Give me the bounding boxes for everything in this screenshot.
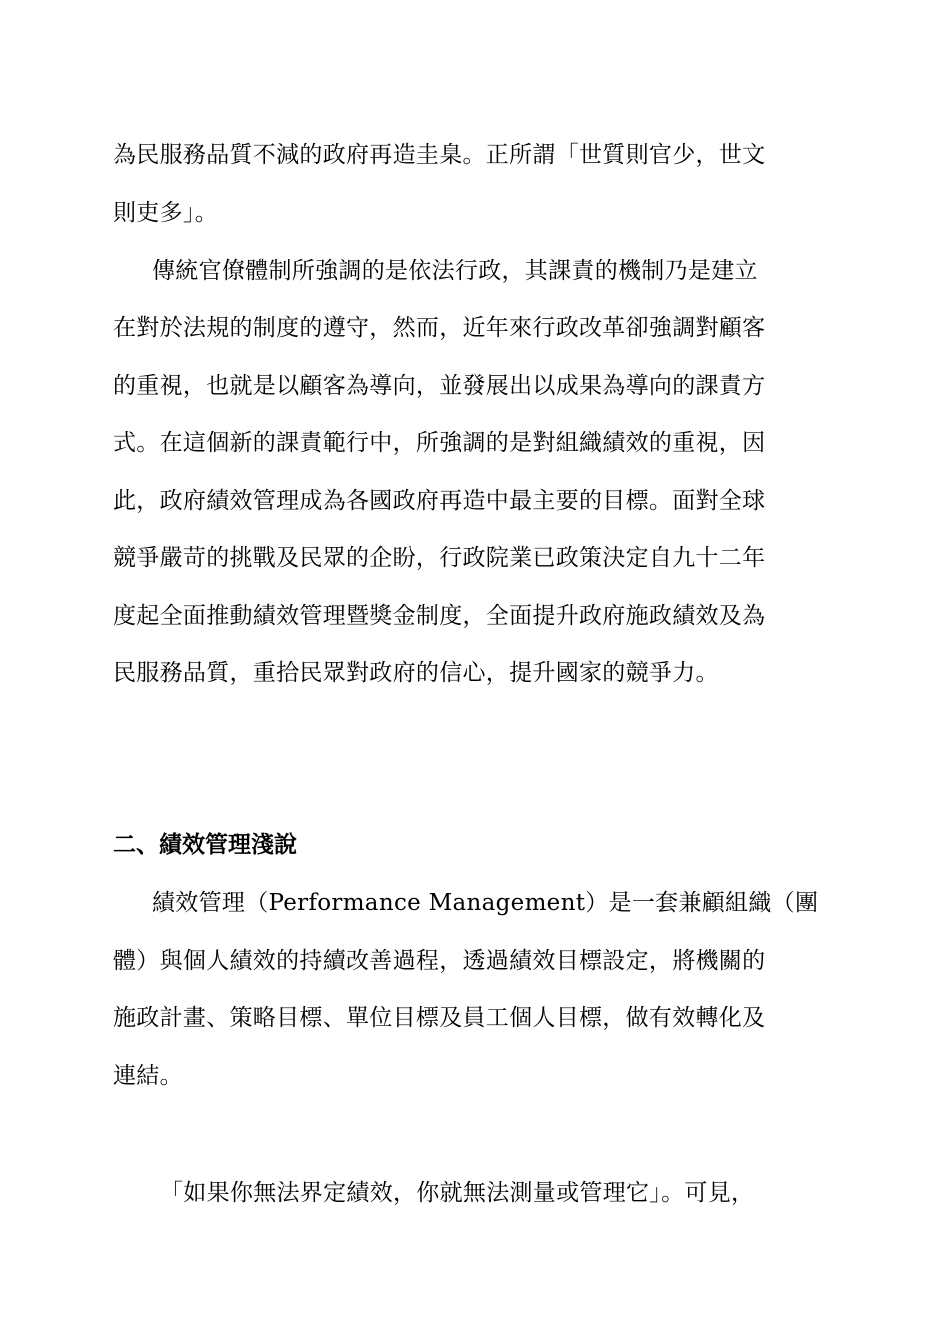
paragraph-definition-line-4: 連結。 — [113, 1063, 183, 1089]
section-heading: 二、績效管理淺說 — [113, 831, 297, 858]
paragraph-quote-line-1: 「如果你無法界定績效，你就無法測量或管理它」。可見， — [160, 1180, 755, 1206]
paragraph-definition-line-2: 體）與個人績效的持續改善過程，透過績效目標設定，將機關的 — [113, 948, 766, 974]
paragraph-accountability-line-8: 民服務品質，重拾民眾對政府的信心，提升國家的競爭力。 — [113, 660, 719, 686]
paragraph-accountability-line-2: 在對於法規的制度的遵守，然而，近年來行政改革卻強調對顧客 — [113, 315, 766, 341]
paragraph-definition-line-3: 施政計畫、策略目標、單位目標及員工個人目標，做有效轉化及 — [113, 1005, 766, 1031]
paragraph-continued-line-2: 則吏多」。 — [113, 200, 218, 226]
paragraph-accountability-line-5: 此，政府績效管理成為各國政府再造中最主要的目標。面對全球 — [113, 488, 766, 514]
paragraph-accountability-line-6: 競爭嚴苛的挑戰及民眾的企盼，行政院業已政策決定自九十二年 — [113, 545, 766, 571]
paragraph-definition-line-1: 績效管理（Performance Management）是一套兼顧組織（團 — [152, 890, 819, 916]
paragraph-accountability-line-3: 的重視，也就是以顧客為導向，並發展出以成果為導向的課責方 — [113, 373, 766, 399]
paragraph-accountability-line-1: 傳統官僚體制所強調的是依法行政，其課責的機制乃是建立 — [152, 258, 758, 284]
paragraph-accountability-line-4: 式。在這個新的課責範行中，所強調的是對組織績效的重視，因 — [113, 430, 766, 456]
paragraph-accountability-line-7: 度起全面推動績效管理暨獎金制度，全面提升政府施政績效及為 — [113, 603, 766, 629]
paragraph-continued-line-1: 為民服務品質不減的政府再造圭臬。正所謂「世質則官少，世文 — [113, 142, 766, 168]
